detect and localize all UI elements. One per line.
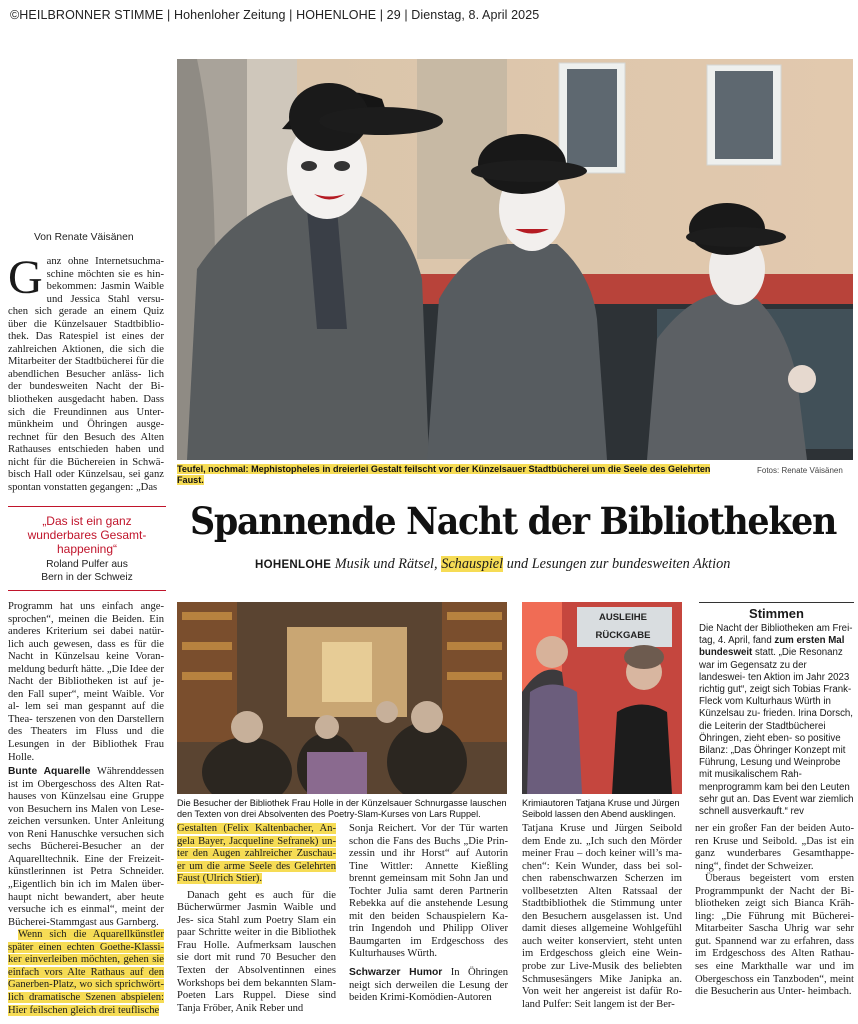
paragraph: Danach geht es auch für die Bücherwürmer Jasmin Waible und Jes- sica Stahl zum Poetry Slam ein paar Schritte weiter in die Bibliothek Frau Holle. Aufmerksam lauschen sie dort mit rund 70 Besucher den Texten der Absolventinnen eines Workshops bei dem bekannten Slam-Poeten Lars Ruppel. Diese sind Tanja Fröber, Anik Reber und [177, 889, 336, 1014]
paragraph: Überaus begeistert vom ersten Programmpunkt der Nacht der Bi- bliotheken zeigt sich Bianca Kräh- ling: „Die Führung mit Bücherei- Mitarbeiter Sascha Uhrig war sehr gut. Spannend war zu erfahren, dass im Erdgeschoss des Alten Rathau- ses eine Markthalle war und im Obergeschoss ein Tanzboden“, meint die Besucherin aus Unter- heimbach. [695, 873, 854, 998]
pull-quote-text: „Das ist ein ganz wunderbares Gesamt- happening“ [27, 514, 147, 556]
hero-caption-text: Teufel, nochmal: Mephistopheles in dreierlei Gestalt feilscht vor der Künzelsauer Stadtbücherei um die Seele des Gelehrten Faust. [177, 464, 711, 486]
article-column-1 [8, 251, 164, 494]
stimmen-text-pre: Die Nacht der Bibliotheken am Frei- tag, 4. April, fand [699, 623, 853, 647]
stimmen-text-post: statt. „Die Resonanz war im Gegensatz zu der landeswei- ten Aktion im Jahr 2023 richtig gut“, zeigt sich Tobias Frank-Fleck vom Kulturhaus Würth in Künzelsau zu- frieden. Irina Dorsch, die Leiterin der Stadtbücherei Öhringen, zieht eben- so positive Bilanz: „Das Öhringer Konzept mit Führung, Lesung und Weinprobe mit musikalischem Rah- menprogramm kam bei den Leuten sehr gut an. Das Event war ziemlich schnell ausverkauft.“ rev [699, 647, 854, 818]
stimmen-title: Stimmen [749, 606, 804, 621]
highlighted-paragraph: Wenn sich die Aquarellkünstler später einen echten Goethe-Klassi- ker einverleiben möchten, gehen sie einfach vors Alte Rathaus auf den Ganerben-Platz, wo sich sprichwört- lich dramatische Szenen abspielen: Hier feilschen gleich drei teuflische [8, 929, 164, 1016]
pull-quote-rule [8, 590, 166, 591]
headline: Spannende Nacht der Bibliotheken [190, 499, 837, 543]
hero-photo [177, 59, 853, 460]
paragraph: Programm hat uns einfach ange- sprochen“, meinen die Beiden. Ein anderes Kriterium sei dabei natür- lich auch gewesen, dass es für die Nacht in Künzelsau keine Voran- meldung bedurft hätte. „Die Idee der Nacht der Bibliotheken ist auf je- den Fall super“, meint Waible. Vor al- lem sei man gespannt auf die Thea- terszenen von den Darstellern des Theaters im Fluss und die Lesungen in der Bibliothek Frau Holle. [8, 601, 164, 763]
paragraph: Tatjana Kruse und Jürgen Seibold dem Ende zu. „Ich such den Mörder meiner Frau – doch keiner will’s ma- chen“: Kein Wunder, dass bei sol- chen rabenschwarzen Scherzen im vollbesetzten Alten Ratssaal der Stadtbibliothek die Stimmung unter den Besuchern ausgelassen ist. Und damit dieses allgemeine Wohlgefühl auch weiter konserviert, steht unten im Erdgeschoss gleich eine Wein- probe zur Live-Musik des beliebten Schmusesängers Mike Janipka an. Von weit her angereist ist dafür Ro- land Pulfer: Seit langem ist der Ber- [522, 823, 682, 1010]
paragraph: ner ein großer Fan der beiden Auto- ren Kruse und Seibold. „Das ist ein ganz wunderbares Gesamthappe- ning“, findet der Schweizer. [695, 823, 854, 872]
article-column-4 [522, 823, 682, 1011]
hero-photo-caption [177, 464, 737, 486]
intro-text: anz ohne Internetsuchma- schine möchten sie es hin- bekommen: Jasmin Waible und Jessica Stahl versu- chen sich gerade an einem Quiz über die Künzelsauer Stadtbiblio- thek. Das Ratespiel ist eines der zahlreichen Aktionen, die sich die Mitarbeiter der Stadtbücherei für die abendlichen Besucher anläss- lich der bundesweiten Nacht der Bi- bliotheken ausgedacht haben. Dass sich die Freundinnen aus Unter- münkheim und Öhringen ausge- rechnet für den Besuch des Alten Rathauses entschieden haben und nicht für die Büchereien in Schwä- bisch Hall oder Künzelsau, sei ganz spontan vonstatten gegangen: „Das [8, 256, 164, 493]
paragraph: In Öhringen neigt sich derweilen die Lesung der beiden Krimi-Komödien-Autoren [349, 967, 508, 1004]
photo-credit: Fotos: Renate Väisänen [757, 466, 843, 475]
page-header: ©HEILBRONNER STIMME | Hohenloher Zeitung | HOHENLOHE | 29 | Dienstag, 8. April 2025 [10, 8, 540, 22]
highlighted-paragraph: Gestalten (Felix Kaltenbacher, An- gela Bayer, Jacqueline Sefranek) un- ter den Augen zahlreicher Zuschau- er um die arme Seele des Gelehrten Faust (Ulrich Stier). [177, 823, 336, 885]
article-column-5 [695, 823, 854, 999]
article-column-3 [349, 823, 508, 1005]
subheadline [255, 556, 730, 573]
subheadline-pre: Musik und Rätsel, [334, 556, 442, 572]
stimmen-text [699, 623, 854, 818]
subheadline-highlight: Schauspiel [441, 556, 504, 572]
library-photo-caption: Die Besucher der Bibliothek Frau Holle in der Künzelsauer Schnurgasse lauschen den Texten von drei Absolventen des Poetry-Slam-Kurses von Lars Ruppel. [177, 798, 507, 820]
pull-quote [8, 506, 166, 584]
authors-photo-caption: Krimiautoren Tatjana Kruse und Jürgen Seibold lassen den Abend ausklingen. [522, 798, 680, 820]
paragraph: Währenddessen ist im Obergeschoss des Alten Rat- hauses von Künzelsau eine Gruppe von Besuchern ins Malen von Lese- zeichen versunken. Unter Anleitung von Reni Hanuschke versuchen sich sechs Bücherei-Besucher an der Aquarelltechnik. Eine der Freizeit- künstlerinnen ist Petra Schneider. „Eigentlich bin ich im Malen über- haupt nicht bewandert, aber heute versuche ich es einmal“, meint der Bücherei-Stammgast aus Garnberg. [8, 766, 164, 928]
author-line: Von Renate Väisänen [34, 232, 134, 243]
subheading-bunte-aquarelle: Bunte Aquarelle [8, 766, 91, 778]
article-column-1-continued [8, 601, 164, 1017]
sign-line-rueckgabe: RÜCKGABE [595, 630, 651, 641]
subheadline-post: und Lesungen zur bundesweiten Aktion [503, 556, 731, 572]
pull-quote-name: Roland Pulfer aus Bern in der Schweiz [41, 559, 133, 583]
stimmen-box [699, 602, 854, 818]
subheading-schwarzer-humor: Schwarzer Humor [349, 967, 443, 979]
stimmen-text-bold: zum ersten Mal bundesweit [699, 635, 845, 659]
sign-line-ausleihe: AUSLEIHE [598, 612, 648, 623]
library-photo [177, 602, 507, 794]
drop-cap: G [8, 251, 43, 304]
ausleihe-sign [583, 609, 663, 645]
kicker: HOHENLOHE [255, 559, 332, 571]
article-column-2 [177, 823, 336, 1015]
paragraph: Sonja Reichert. Vor der Tür warten schon die Fans des Buchs „Die Prin- zessin und ihr Horst“ auf Autorin Tine Wittler: Annette Kießling brennt gemeinsam mit Sohn Jan und Tochter Julia samt deren Partnerin Rebekka auf die anstehende Lesung mit den beiden Schauspielern Ka- trin Ingendoh und Philipp Oliver Baumgarten im Erdgeschoss des Kulturhauses Würth. [349, 823, 508, 960]
